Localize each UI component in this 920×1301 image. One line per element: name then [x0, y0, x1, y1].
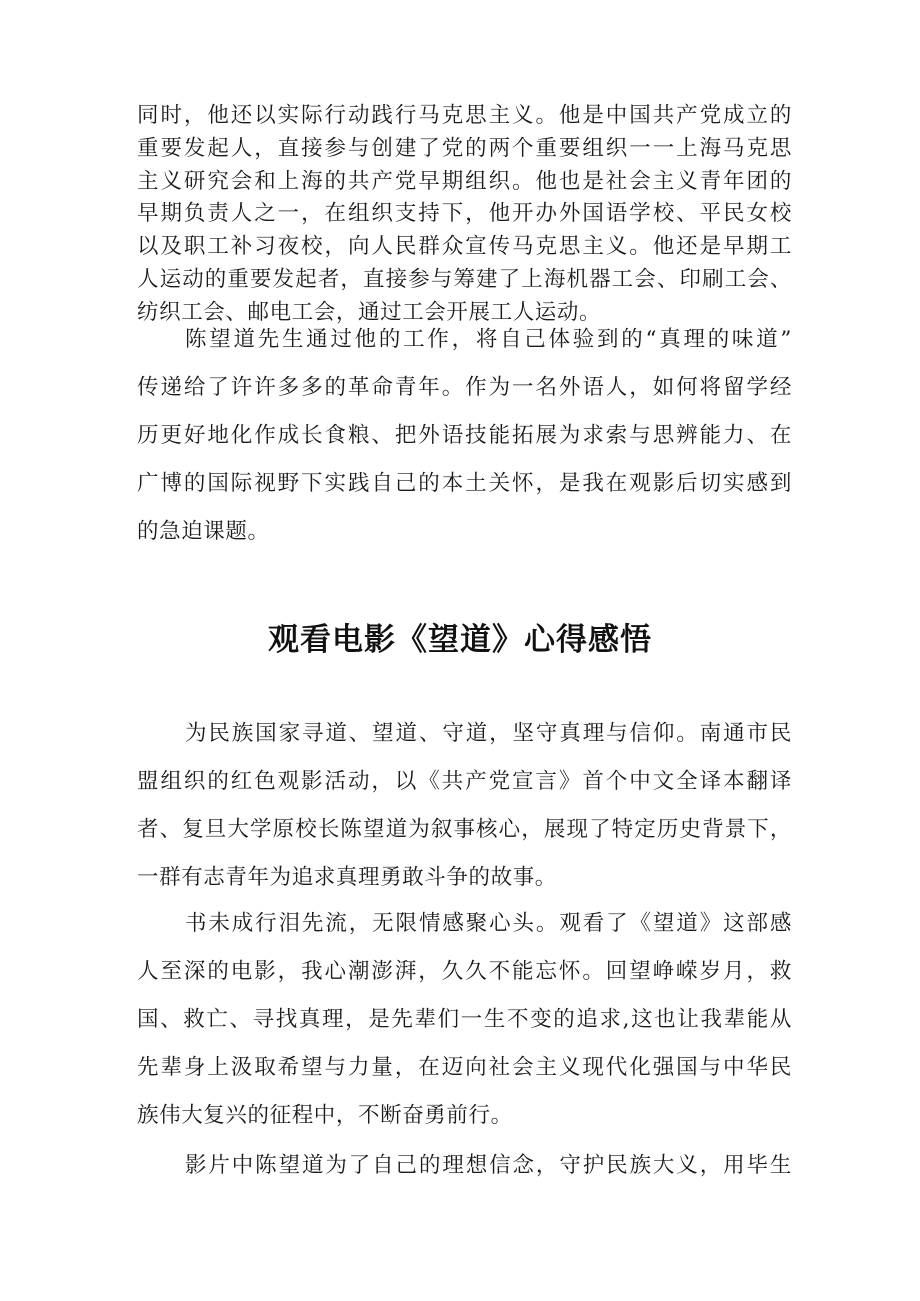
text-line: 为民族国家寻道、望道、守道，坚守真理与信仰。南通市民	[185, 721, 792, 746]
text-line: 历更好地化作成长食粮、把外语技能拓展为求索与思辨能力、在	[137, 423, 792, 448]
text-line: 一群有志青年为追求真理勇敢斗争的故事。	[137, 865, 557, 890]
text-line: 广博的国际视野下实践自己的本土关怀，是我在观影后切实感到	[137, 471, 792, 496]
text-line: 重要发起人，直接参与创建了党的两个重要组织一一上海马克思	[137, 135, 792, 161]
text-line: 书未成行泪先流，无限情感聚心头。观看了《望道》这部感	[185, 911, 792, 936]
text-line: 的急迫课题。	[137, 519, 270, 544]
text-line: 陈望道先生通过他的工作，将自己体验到的“真理的味道”	[185, 327, 792, 352]
text-line: 纺织工会、邮电工会，通过工会开展工人运动。	[137, 299, 602, 325]
text-line: 早期负责人之一，在组织支持下，他开办外国语学校、平民女校	[137, 201, 792, 227]
text-line: 先辈身上汲取希望与力量，在迈向社会主义现代化强国与中华民	[137, 1055, 792, 1080]
paragraph-s2-p1	[137, 710, 792, 902]
paragraph-s1-p1	[137, 100, 792, 330]
text-line: 人运动的重要发起者，直接参与筹建了上海机器工会、印刷工会、	[137, 266, 792, 292]
text-line: 者、复旦大学原校长陈望道为叙事核心，展现了特定历史背景下，	[137, 817, 792, 842]
text-line: 以及职工补习夜校，向人民群众宣传马克思主义。他还是早期工	[137, 234, 792, 260]
paragraph-s1-p2	[137, 316, 792, 556]
text-line: 主义研究会和上海的共产党早期组织。他也是社会主义青年团的	[137, 168, 792, 194]
text-line: 同时，他还以实际行动践行马克思主义。他是中国共产党成立的	[137, 103, 792, 128]
text-line: 传递给了许许多多的革命青年。作为一名外语人，如何将留学经	[137, 375, 792, 400]
text-line: 人至深的电影，我心潮澎湃，久久不能忘怀。回望峥嵘岁月，救	[137, 959, 792, 984]
section-heading: 观看电影《望道》心得感悟	[268, 622, 652, 658]
paragraph-s2-p2	[137, 900, 792, 1140]
text-line: 盟组织的红色观影活动，以《共产党宣言》首个中文全译本翻译	[137, 769, 792, 794]
text-line: 影片中陈望道为了自己的理想信念，守护民族大义，用毕生	[185, 1153, 792, 1178]
text-line: 国、救亡、寻找真理，是先辈们一生不变的追求,这也让我辈能从	[137, 1007, 792, 1032]
paragraph-s2-p3	[137, 1142, 792, 1190]
text-line: 族伟大复兴的征程中，不断奋勇前行。	[137, 1103, 513, 1128]
